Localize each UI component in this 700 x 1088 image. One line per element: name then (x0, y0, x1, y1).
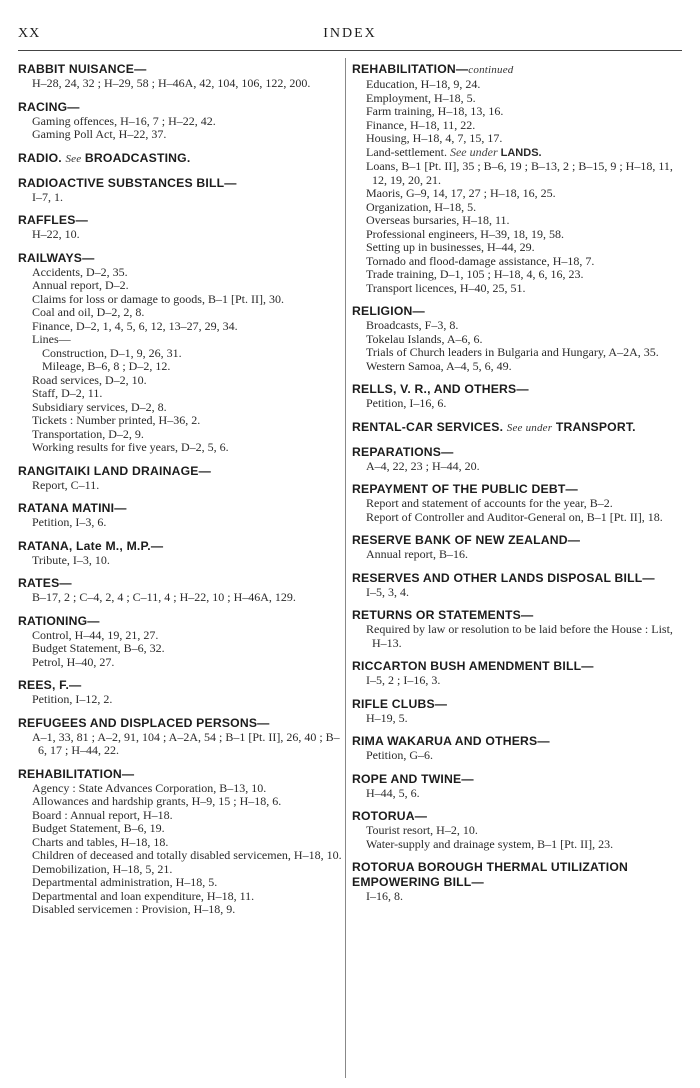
entry-heading (352, 697, 684, 712)
index-entry (352, 482, 684, 524)
entry-heading-text: RANGITAIKI LAND DRAINAGE— (18, 463, 211, 478)
entry-heading (352, 860, 684, 890)
entry-subline: Petition, I–16, 6. (366, 396, 447, 410)
entry-subline: H–19, 5. (366, 710, 408, 725)
continued-label: continued (468, 64, 514, 76)
entry-subline: Transportation, D–2, 9. (32, 426, 144, 441)
entry-heading (18, 100, 348, 115)
entry-subline: Land-settlement. See under LANDS. (366, 144, 542, 159)
entry-heading-text: REES, F.— (18, 678, 82, 692)
see-reference-label: See under (506, 421, 553, 434)
entry-subline: Demobilization, H–18, 5, 21. (32, 861, 173, 876)
entry-heading (352, 571, 684, 586)
entry-subline: A–1, 33, 81 ; A–2, 91, 104 ; A–2A, 54 ; B–1 [Pt. II], 26, 40 ; B–6, 17 ; H–44, 22. (32, 729, 340, 757)
entry-heading (352, 809, 684, 824)
entry-heading-text: ROTORUA BOROUGH THERMAL UTILIZATION EMPOWERING BILL— (352, 860, 629, 889)
entry-subline: Loans, B–1 [Pt. II], 35 ; B–6, 19 ; B–13, 2 ; B–15, 9 ; H–18, 11, 12, 19, 20, 21. (366, 159, 673, 187)
entry-heading-text: RADIOACTIVE SUBSTANCES BILL— (18, 175, 237, 190)
index-entry (18, 539, 348, 568)
entry-heading-text: REPAYMENT OF THE PUBLIC DEBT— (352, 482, 578, 496)
entry-heading-text: RENTAL-CAR SERVICES. (352, 419, 504, 434)
page-title: INDEX (323, 26, 377, 41)
entry-heading (352, 382, 684, 397)
entry-heading-text: RIFLE CLUBS— (352, 696, 448, 711)
entry-heading (18, 614, 348, 629)
entry-subline: Trade training, D–1, 105 ; H–18, 4, 6, 16, 23. (366, 267, 584, 281)
entry-heading-text: RELLS, V. R., AND OTHERS— (352, 382, 529, 396)
entry-heading-text: RATIONING— (18, 613, 100, 628)
entry-subline: Budget Statement, B–6, 32. (32, 641, 165, 655)
entry-subline: Farm training, H–18, 13, 16. (366, 104, 504, 118)
entry-subline: Tornado and flood-damage assistance, H–18, 7. (366, 253, 595, 268)
index-entry (18, 251, 348, 455)
entry-subline: Construction, D–1, 9, 26, 31. (42, 345, 182, 360)
entry-heading-text: REPARATIONS— (352, 444, 454, 459)
index-entry (18, 716, 348, 758)
index-entry (352, 533, 684, 562)
entry-subline: Road services, D–2, 10. (32, 372, 147, 387)
entry-subline: Finance, H–18, 11, 22. (366, 117, 476, 132)
entry-heading (18, 576, 348, 591)
entry-heading-text: RATANA, Late M., M.P.— (18, 538, 164, 553)
page-number: XX (18, 26, 41, 41)
see-reference-label: See under (449, 144, 498, 159)
entry-heading (18, 213, 348, 228)
entry-subline: Accidents, D–2, 35. (32, 264, 128, 279)
entry-heading-text: RAILWAYS— (18, 250, 95, 265)
index-entry (18, 767, 348, 917)
entry-subline: Gaming Poll Act, H–22, 37. (32, 127, 167, 141)
see-reference-target: TRANSPORT. (555, 419, 636, 434)
entry-heading (18, 501, 348, 516)
index-entry (352, 571, 684, 600)
see-reference-target: BROADCASTING. (84, 150, 191, 165)
entry-subline: Departmental administration, H–18, 5. (32, 875, 218, 889)
entry-subline: Coal and oil, D–2, 2, 8. (32, 305, 145, 319)
entry-subline: Lines— (32, 332, 71, 346)
index-entry (18, 678, 348, 707)
right-column (352, 62, 684, 913)
index-entry (352, 734, 684, 763)
index-entry (352, 420, 684, 436)
entry-subline: Housing, H–18, 4, 7, 15, 17. (366, 131, 503, 145)
entry-heading (352, 734, 684, 749)
entry-subline: Annual report, D–2. (32, 278, 129, 292)
index-entry (352, 382, 684, 411)
entry-subline: I–7, 1. (32, 189, 63, 204)
entry-subline: Professional engineers, H–39, 18, 19, 58. (366, 226, 564, 241)
entry-heading-text: RESERVE BANK OF NEW ZEALAND— (352, 533, 581, 547)
page-header (18, 26, 682, 46)
index-entry (352, 445, 684, 474)
entry-heading-text: RATES— (18, 576, 72, 590)
entry-heading-text: RACING— (18, 99, 80, 114)
index-entry (18, 213, 348, 242)
entry-subline: Report and statement of accounts for the year, B–2. (366, 496, 613, 510)
left-column (18, 62, 348, 926)
entry-heading (352, 304, 684, 319)
entry-heading-text: RELIGION— (352, 304, 425, 318)
entry-subline: Budget Statement, B–6, 19. (32, 821, 165, 835)
entry-heading-text: REHABILITATION— (18, 766, 135, 781)
entry-subline: I–5, 2 ; I–16, 3. (366, 673, 441, 687)
entry-heading (352, 608, 684, 623)
entry-subline: Agency : State Advances Corporation, B–13, 10. (32, 780, 267, 795)
see-reference-target: LANDS. (500, 146, 542, 159)
entry-subline: Report of Controller and Auditor-General on, B–1 [Pt. II], 18. (366, 509, 663, 524)
entry-subline: Children of deceased and totally disabled servicemen, H–18, 10. (32, 848, 342, 862)
entry-subline: Board : Annual report, H–18. (32, 807, 173, 822)
entry-subline: Tribute, I–3, 10. (32, 552, 110, 567)
entry-subline: Subsidiary services, D–2, 8. (32, 399, 167, 414)
entry-subline: Required by law or resolution to be laid before the House : List, H–13. (366, 622, 673, 650)
entry-heading (352, 772, 684, 787)
entry-heading (352, 533, 684, 548)
entry-subline: Overseas bursaries, H–18, 11. (366, 213, 510, 227)
entry-heading (18, 539, 348, 554)
entry-subline: I–5, 3, 4. (366, 584, 409, 599)
index-entry (18, 464, 348, 493)
entry-subline: Employment, H–18, 5. (366, 90, 476, 105)
entry-heading-text: RADIO. (18, 150, 62, 165)
entry-subline: Tickets : Number printed, H–36, 2. (32, 413, 201, 427)
index-entry (18, 62, 348, 91)
index-entry (352, 659, 684, 688)
entry-subline: Setting up in businesses, H–44, 29. (366, 240, 535, 254)
entry-subline: Claims for loss or damage to goods, B–1 [Pt. II], 30. (32, 291, 284, 306)
entry-heading-text: REFUGEES AND DISPLACED PERSONS— (18, 715, 270, 730)
index-entry (18, 100, 348, 142)
entry-subline: Charts and tables, H–18, 18. (32, 834, 169, 849)
index-entry (18, 176, 348, 205)
entry-subline: Staff, D–2, 11. (32, 386, 103, 400)
entry-heading (352, 445, 684, 460)
header-rule (18, 50, 682, 51)
entry-subline: Control, H–44, 19, 21, 27. (32, 627, 159, 642)
index-entry (352, 772, 684, 801)
index-entry (352, 809, 684, 851)
entry-heading (18, 151, 348, 167)
entry-heading-text: REHABILITATION— (352, 62, 469, 76)
entry-subline: Working results for five years, D–2, 5, 6. (32, 440, 229, 454)
entry-heading (352, 62, 684, 78)
entry-heading-text: RETURNS OR STATEMENTS— (352, 608, 534, 622)
index-entry (352, 62, 684, 295)
entry-subline: Disabled servicemen : Provision, H–18, 9. (32, 902, 236, 916)
entry-subline: Trials of Church leaders in Bulgaria and Hungary, A–2A, 35. (366, 345, 659, 359)
entry-subline: Organization, H–18, 5. (366, 199, 477, 214)
index-entry (18, 501, 348, 530)
entry-heading (18, 678, 348, 693)
entry-subline: H–28, 24, 32 ; H–29, 58 ; H–46A, 42, 104, 106, 122, 200. (32, 76, 311, 90)
entry-subline: Water-supply and drainage system, B–1 [Pt. II], 23. (366, 836, 614, 851)
entry-heading (18, 716, 348, 731)
entry-subline: Finance, D–2, 1, 4, 5, 6, 12, 13–27, 29, 34. (32, 318, 238, 333)
index-entry (352, 304, 684, 373)
entry-subline: Tokelau Islands, A–6, 6. (366, 331, 483, 346)
entry-subline: Allowances and hardship grants, H–9, 15 ; H–18, 6. (32, 794, 282, 808)
entry-subline: Petition, G–6. (366, 748, 434, 762)
entry-heading-text: RAFFLES— (18, 213, 88, 227)
entry-heading (18, 464, 348, 479)
index-entry (18, 614, 348, 670)
entry-subline: A–4, 22, 23 ; H–44, 20. (366, 458, 480, 473)
entry-subline: Petition, I–3, 6. (32, 515, 107, 529)
entry-heading-text: ROPE AND TWINE— (352, 771, 474, 786)
entry-subline: Departmental and loan expenditure, H–18, 11. (32, 888, 255, 903)
entry-subline: H–22, 10. (32, 227, 80, 241)
entry-subline: I–16, 8. (366, 889, 403, 903)
entry-subline: Western Samoa, A–4, 5, 6, 49. (366, 358, 512, 373)
entry-subline: Tourist resort, H–2, 10. (366, 823, 478, 837)
entry-subline: Petrol, H–40, 27. (32, 654, 115, 669)
entry-heading-text: RABBIT NUISANCE— (18, 62, 147, 76)
index-entry (352, 860, 684, 904)
index-entry (18, 576, 348, 605)
entry-subline: Maoris, G–9, 14, 17, 27 ; H–18, 16, 25. (366, 186, 556, 200)
entry-subline: Broadcasts, F–3, 8. (366, 318, 459, 332)
entry-heading-text: RESERVES AND OTHER LANDS DISPOSAL BILL— (352, 570, 655, 585)
entry-subline: Mileage, B–6, 8 ; D–2, 12. (42, 359, 171, 373)
entry-subline: H–44, 5, 6. (366, 785, 420, 800)
entry-heading (352, 659, 684, 674)
entry-heading-text: RIMA WAKARUA AND OTHERS— (352, 734, 550, 748)
entry-heading-text: ROTORUA— (352, 809, 428, 823)
entry-subline: Gaming offences, H–16, 7 ; H–22, 42. (32, 113, 216, 128)
entry-subline: Transport licences, H–40, 25, 51. (366, 280, 526, 295)
entry-subline: Petition, I–12, 2. (32, 692, 113, 706)
entry-heading-text: RICCARTON BUSH AMENDMENT BILL— (352, 659, 594, 673)
index-entry (352, 697, 684, 726)
index-entry (18, 151, 348, 167)
entry-heading (18, 251, 348, 266)
entry-subline: B–17, 2 ; C–4, 2, 4 ; C–11, 4 ; H–22, 10 ; H–46A, 129. (32, 590, 296, 604)
entry-heading (352, 482, 684, 497)
entry-subline: Education, H–18, 9, 24. (366, 77, 481, 91)
index-entry (352, 608, 684, 650)
entry-heading-text: RATANA MATINI— (18, 501, 127, 515)
entry-heading (18, 767, 348, 782)
entry-heading (18, 62, 348, 77)
entry-subline: Annual report, B–16. (366, 547, 468, 561)
entry-heading (18, 176, 348, 191)
entry-subline: Report, C–11. (32, 477, 100, 492)
see-reference-label: See (65, 152, 82, 165)
entry-heading (352, 420, 684, 436)
